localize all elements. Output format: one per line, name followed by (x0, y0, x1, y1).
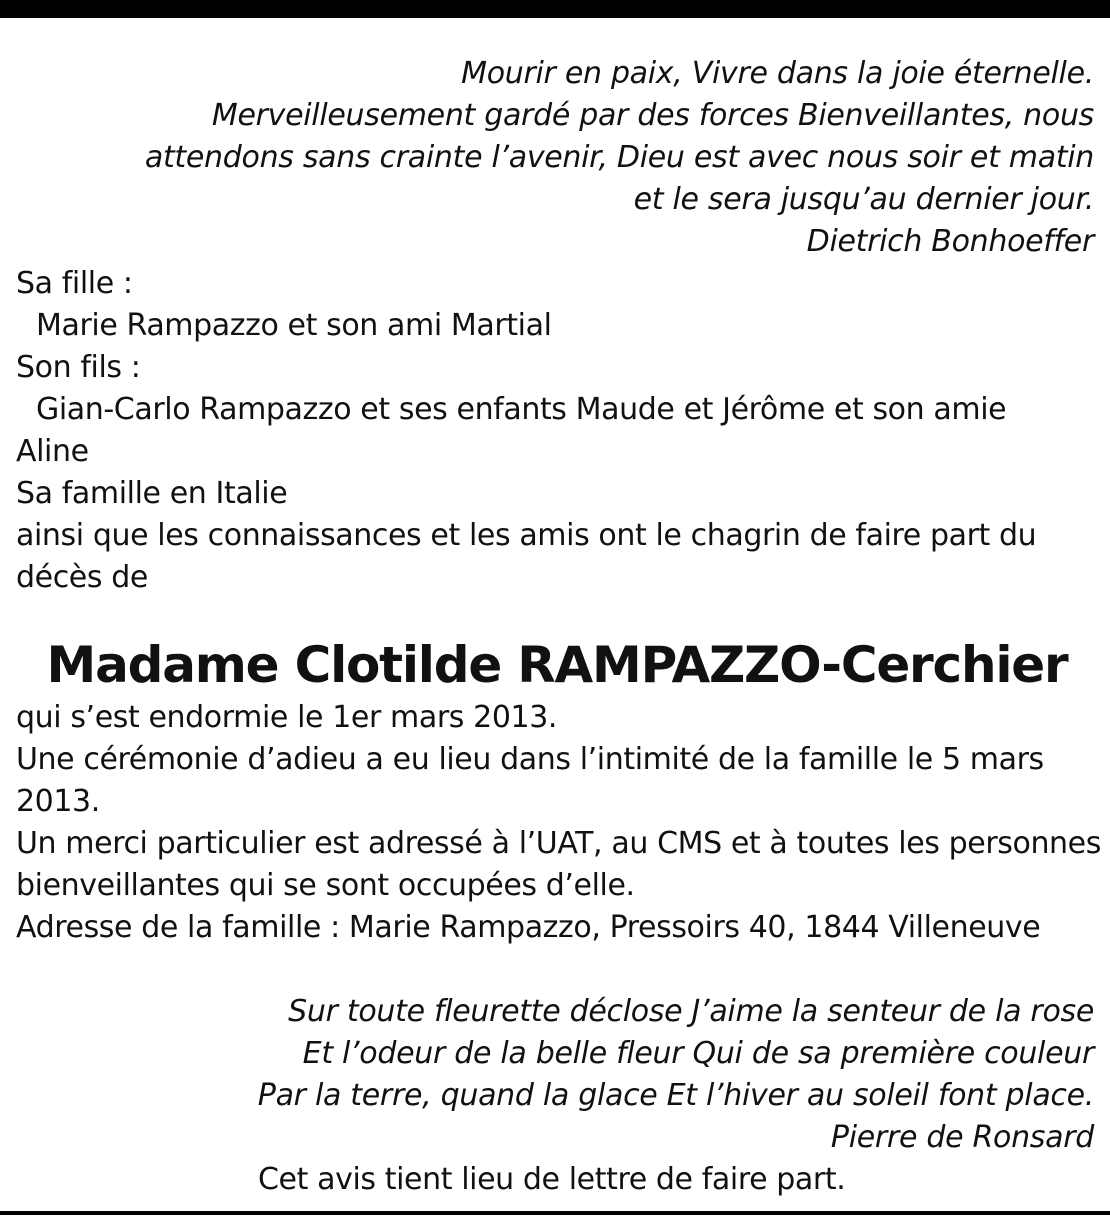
thanks-text-continued: bienveillantes qui se sont occupées d’elle. (16, 868, 635, 903)
closing-note: Cet avis tient lieu de lettre de faire part. (258, 1162, 846, 1197)
family-address: Adresse de la famille : Marie Rampazzo, Pressoirs 40, 1844 Villeneuve (16, 910, 1041, 945)
poem-line: Sur toute fleurette déclose J’aime la senteur de la rose (288, 994, 1094, 1029)
poem-line: Par la terre, quand la glace Et l’hiver au soleil font place. (257, 1078, 1094, 1113)
ceremony-text-continued: 2013. (16, 784, 100, 819)
bottom-rule (0, 1211, 1110, 1215)
son-label: Son fils : (16, 350, 141, 385)
announcement-text-continued: décès de (16, 560, 148, 595)
son-name: Gian-Carlo Rampazzo et ses enfants Maude et Jérôme et son amie (36, 392, 1007, 427)
details-section (16, 697, 1101, 949)
spacer (16, 949, 1094, 991)
poem-author: Pierre de Ronsard (830, 1120, 1094, 1155)
epigraph-quote (16, 53, 1094, 263)
daughter-label: Sa fille : (16, 266, 133, 301)
spacer (16, 599, 1094, 633)
poem-line: Et l’odeur de la belle fleur Qui de sa première couleur (302, 1036, 1094, 1071)
death-date-text: qui s’est endormie le 1er mars 2013. (16, 700, 558, 735)
family-section (16, 263, 1094, 599)
daughter-name: Marie Rampazzo et son ami Martial (36, 308, 552, 343)
epigraph-author: Dietrich Bonhoeffer (806, 224, 1094, 259)
epigraph-line: Mourir en paix, Vivre dans la joie éternelle. (461, 56, 1094, 91)
obituary-notice (16, 53, 1101, 1201)
closing-poem (16, 991, 1094, 1159)
epigraph-line: Merveilleusement gardé par des forces Bienveillantes, nous (211, 98, 1094, 133)
deceased-name: Madame Clotilde RAMPAZZO-Cerchier (46, 636, 1068, 694)
epigraph-line: et le sera jusqu’au dernier jour. (633, 182, 1094, 217)
epigraph-line: attendons sans crainte l’avenir, Dieu est avec nous soir et matin (144, 140, 1094, 175)
announcement-text: ainsi que les connaissances et les amis ont le chagrin de faire part du (16, 518, 1037, 553)
family-italy: Sa famille en Italie (16, 476, 288, 511)
ceremony-text: Une cérémonie d’adieu a eu lieu dans l’intimité de la famille le 5 mars (16, 742, 1044, 777)
son-name-continued: Aline (16, 434, 89, 469)
thanks-text: Un merci particulier est adressé à l’UAT, au CMS et à toutes les personnes (16, 826, 1101, 861)
top-rule (0, 0, 1110, 18)
